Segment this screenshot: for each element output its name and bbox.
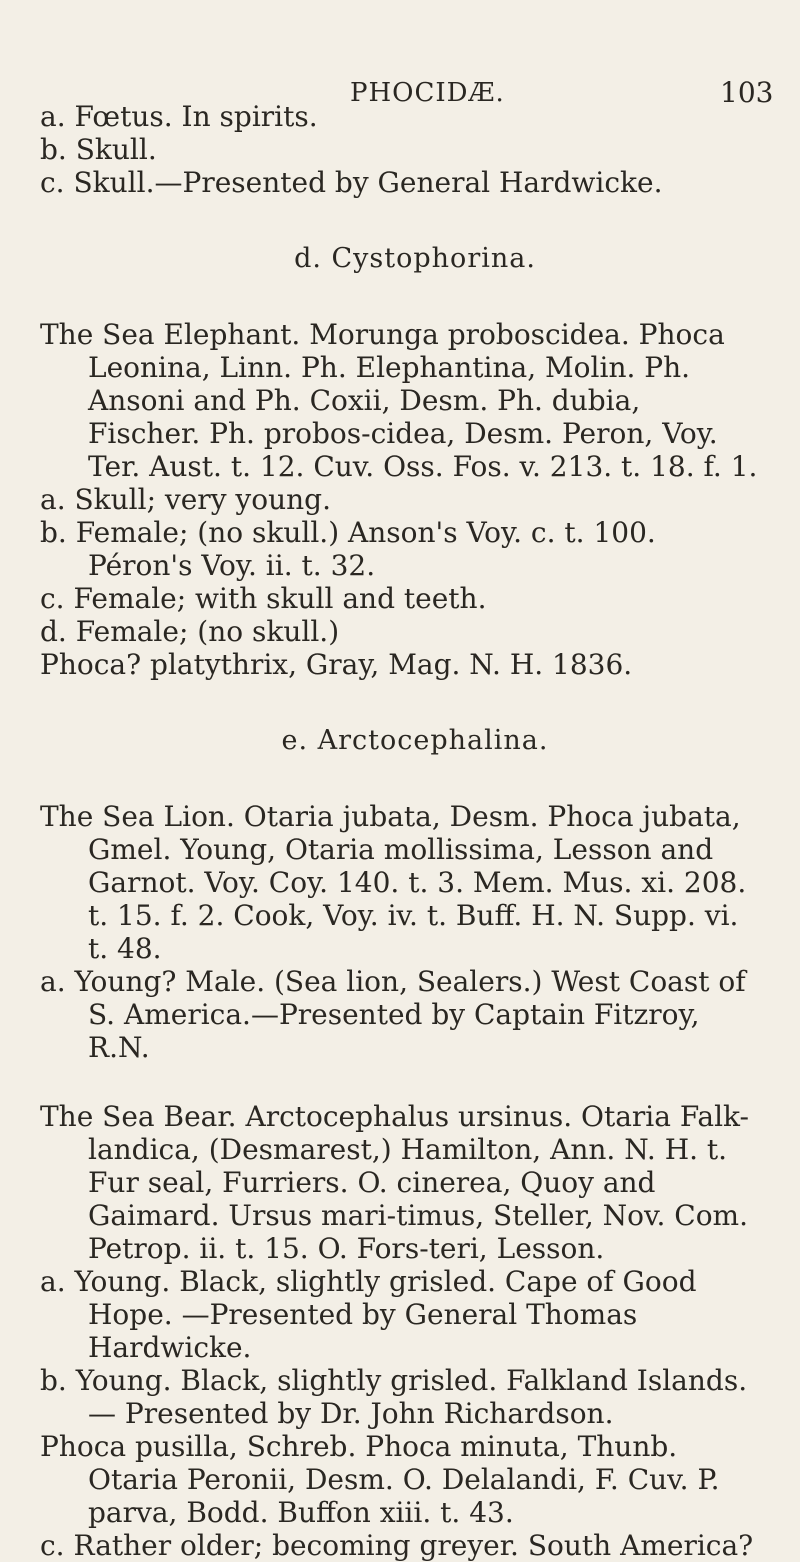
list-item: a. Young? Male. (Sea lion, Sealers.) West Coast of S. America.—Presented by Captain Fitzroy, R.N.: [40, 965, 746, 1064]
list-item: a. Young. Black, slightly grisled. Cape of Good Hope. —Presented by General Thomas Hardwicke.: [40, 1265, 697, 1364]
list-item: d. Female; (no skull.): [40, 615, 340, 648]
list-item: c. Female; with skull and teeth.: [40, 582, 487, 615]
species-sea-lion: The Sea Lion. Otaria jubata, Desm. Phoca jubata, Gmel. Young, Otaria mollissima, Lesson and Garnot. Voy. Coy. 140. t. 3. Mem. Mus. xi. 208. t. 15. f. 2. Cook, Voy. iv. t. Buff. H. N. Supp. vi. t. 48.: [40, 800, 747, 965]
species-sea-bear: The Sea Bear. Arctocephalus ursinus. Otaria Falk-landica, (Desmarest,) Hamilton, Ann. N. H. t. Fur seal, Furriers. O. cinerea, Quoy and Gaimard. Ursus mari-timus, Steller, Nov. Com. Petrop. ii. t. 15. O. Fors-teri, Lesson.: [40, 1100, 749, 1265]
item-skull-presented: c. Skull.—Presented by General Hardwicke.: [40, 166, 663, 199]
list-item: b. Female; (no skull.) Anson's Voy. c. t. 100. Péron's Voy. ii. t. 32.: [40, 516, 656, 582]
item-foetus: a. Fœtus. In spirits.: [40, 100, 318, 133]
item-skull: b. Skull.: [40, 133, 157, 166]
species-sea-elephant: The Sea Elephant. Morunga proboscidea. Phoca Leonina, Linn. Ph. Elephantina, Molin. Ph. Ansoni and Ph. Coxii, Desm. Ph. dubia, Fischer. Ph. probos-cidea, Desm. Peron, Voy. Ter. Aust. t. 12. Cuv. Oss. Fos. v. 213. t. 18. f. 1.: [40, 318, 758, 483]
section-heading-arctocephalina: e. Arctocephalina.: [281, 725, 549, 756]
page-number: 103: [720, 76, 774, 109]
species-phoca-platythrix: Phoca? platythrix, Gray, Mag. N. H. 1836.: [40, 648, 633, 681]
list-item: c. Rather older; becoming greyer. South America?: [40, 1529, 754, 1562]
species-phoca-pusilla: Phoca pusilla, Schreb. Phoca minuta, Thunb. Otaria Peronii, Desm. O. Delalandi, F. Cuv. P. parva, Bodd. Buffon xiii. t. 43.: [40, 1430, 720, 1529]
list-item: a. Skull; very young.: [40, 483, 331, 516]
list-item: b. Young. Black, slightly grisled. Falkland Islands.— Presented by Dr. John Richardson.: [40, 1364, 748, 1430]
page-header: [40, 0, 774, 109]
section-heading-cystophorina: d. Cystophorina.: [294, 243, 536, 274]
running-title: PHOCIDÆ.: [350, 78, 505, 108]
